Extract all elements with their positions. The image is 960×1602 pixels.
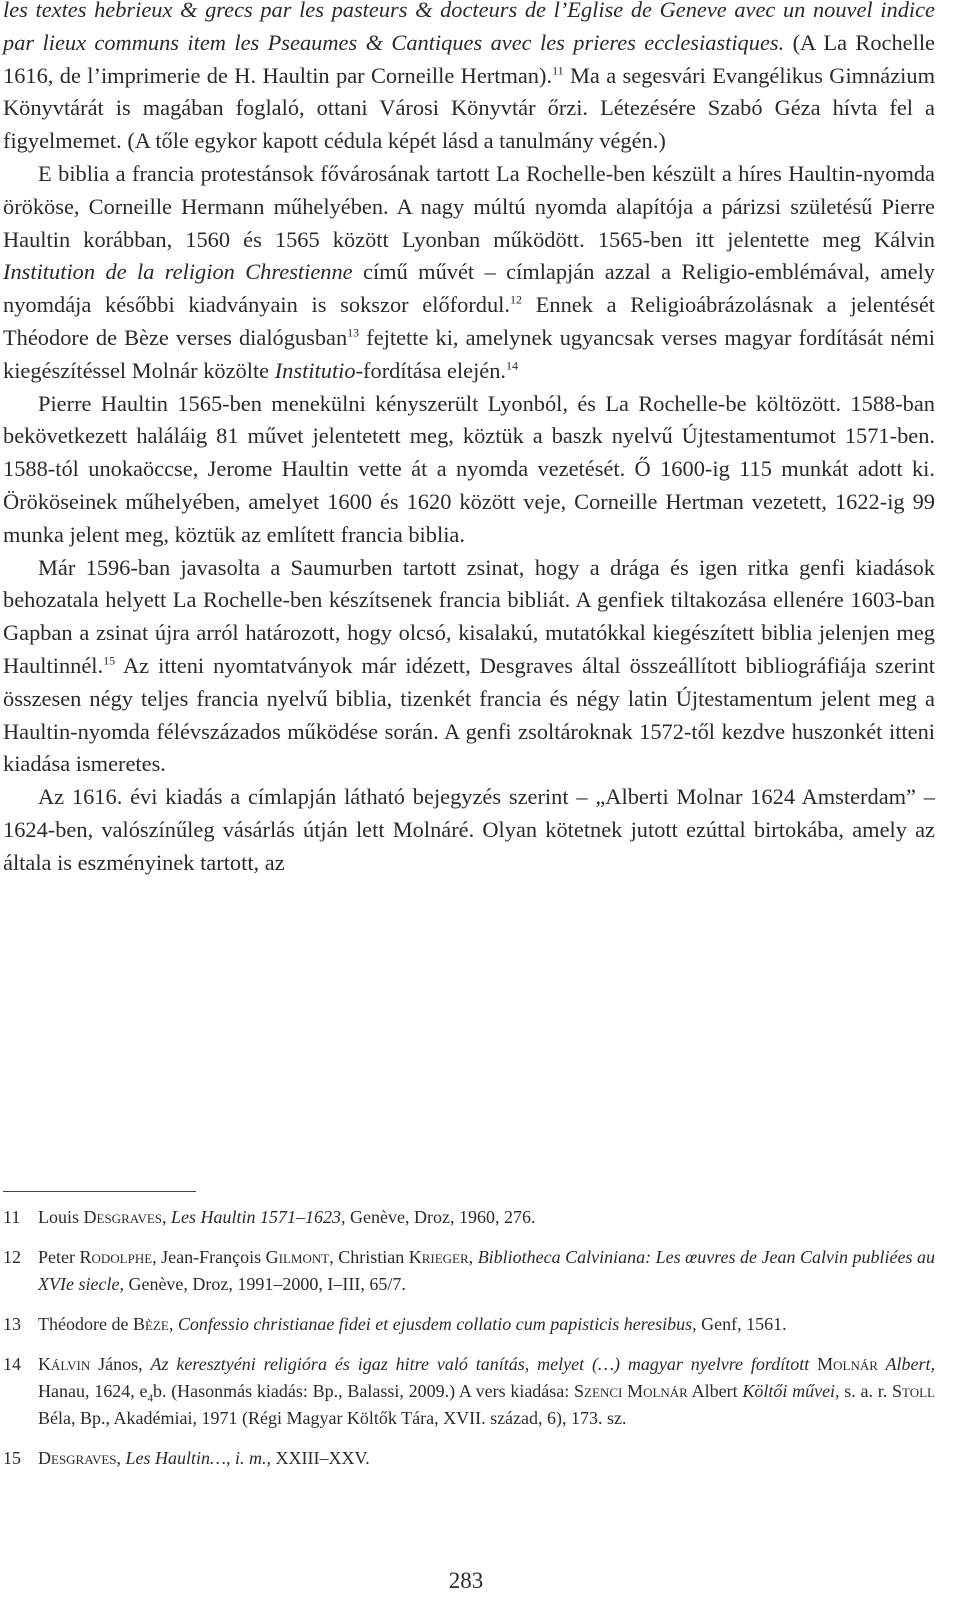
footnote-number: 14 — [3, 1354, 21, 1374]
paragraph-2: E biblia a francia protestánsok fővárosának tartott La Rochelle-ben készült a híres Haultin-nyomda örököse, Corneille Hermann műhelyében. A nagy múltú nyomda alapítója a párizsi születésű Pierre Haultin korábban, 1560 és 1565 között Lyonban működött. 1565-ben itt jelentette meg Kálvin Institution de la religion Chrestienne című művét – címlapján azzal a Religio-emblémával, amely nyomdája későbbi kiadványain is sokszor előfordul.$^{12}$ Ennek a Religioábrázolásnak a jelentését Théodore de Bèze verses dialógusban$^{13}$ fejtette ki, amelynek ugyancsak verses magyar fordítását némi kiegészítéssel Molnár közölte Institutio-fordítása elején.$^{14}$ — [3, 160, 936, 383]
page-number: 283 — [448, 1568, 484, 1593]
subscript: 4 — [147, 1392, 153, 1405]
footnote — [3, 1351, 935, 1432]
small-caps-name: Bèze — [132, 1314, 169, 1334]
footnote-ref: 14 — [506, 358, 519, 373]
small-caps-name: Kálvin — [38, 1354, 91, 1374]
footnote-ref: 12 — [509, 292, 522, 307]
paragraph-5: Az 1616. évi kiadás a címlapján látható bejegyzés szerint – „Alberti Molnar 1624 Amsterdam” – 1624-ben, valószínűleg vásárlás útján lett Molnáré. Olyan kötetnek jutott ezúttal birtokába, amely az általa is eszményinek tartott, az — [3, 784, 935, 875]
small-caps-name: Desgraves — [38, 1448, 117, 1468]
footnote — [3, 1311, 935, 1338]
italic-text: les textes hebrieux & grecs par les pasteurs & docteurs de l’Eglise de Geneve avec un nouvel indice par lieux communs item les Pseaumes & Cantiques avec les prieres ecclesiastiques. — [3, 0, 935, 55]
italic-text: Les Haultin 1571–1623, — [171, 1207, 346, 1227]
italic-text: Bibliotheca Calviniana: Les œuvres de Jean Calvin publiées au XVIe siecle, — [38, 1247, 936, 1294]
paragraph-3: Pierre Haultin 1565-ben menekülni kényszerült Lyonból, és La Rochelle-be költözött. 1588-ban bekövetkezett haláláig 81 művet jelentetett meg, köztük a baszk nyelvű Újtestamentumot 1571-ben. 1588-tól unokaöccse, Jerome Haultin vette át a nyomda vezetését. Ő 1600-ig 115 munkát adott ki. Örököseinek műhelyében, amelyet 1600 és 1620 között veje, Corneille Hertman vezetett, 1622-ig 99 munka jelent meg, köztük az említett francia biblia. — [3, 390, 935, 547]
footnote-ref: 15 — [103, 653, 116, 668]
small-caps-name: Szenci Molnár — [574, 1381, 688, 1401]
paragraph-1: les textes hebrieux & grecs par les pasteurs & docteurs de l’Eglise de Geneve avec un nouvel indice par lieux communs item les Pseaumes & Cantiques avec les prieres ecclesiastiques. (A La Rochelle 1616, de l’imprimerie de H. Haultin par Corneille Hertman).$^{11}$ Ma a segesvári Evangélikus Gimnázium Könyvtárát is magában foglaló, ottani Városi Könyvtár őrzi. Létezésére Szabó Géza hívta fel a figyelmemet. (A tőle egykor kapott cédula képét lásd a tanulmány végén.) — [3, 0, 935, 158]
small-caps-name: Rodolphe — [79, 1247, 153, 1267]
small-caps-name: Desgraves — [83, 1207, 163, 1227]
italic-text: Költői művei, — [742, 1381, 840, 1401]
footnote-text: Kálvin János, Az keresztyéni religióra és igaz hitre való tanítás, melyet (…) magyar nyelvre fordított Molnár Albert, Hanau, 1624, $e_4b$. (Hasonmás kiadás: Bp., Balassi, 2009.) A vers kiadása: Szenci Molnár Albert Költői művei, s. a. r. Stoll Béla, Bp., Akadémiai, 1971 (Régi Magyar Költők Tára, XVII. század, 6), 173. sz. — [38, 1354, 936, 1428]
footnote — [3, 1445, 935, 1472]
italic-text: Institutio — [274, 357, 356, 383]
italic-text: Institution de la religion Chrestienne — [3, 259, 353, 285]
footnote-number: 15 — [3, 1448, 21, 1468]
italic-text: Confessio christianae fidei et ejusdem collatio cum papisticis heresibus, — [177, 1314, 697, 1334]
footnote-number: 12 — [3, 1247, 21, 1267]
italic-text: Les Haultin…, i. m., — [125, 1448, 272, 1468]
footnote-text: Desgraves, Les Haultin…, i. m., XXIII–XXV. — [38, 1448, 370, 1468]
footnote-text: Théodore de Bèze, Confessio christianae fidei et ejusdem collatio cum papisticis heresibus, Genf, 1561. — [38, 1314, 787, 1334]
footnote-text: Peter Rodolphe, Jean-François Gilmont, Christian Krieger, Bibliotheca Calviniana: Les œuvres de Jean Calvin publiées au XVIe siecle, Genève, Droz, 1991–2000, I–III, 65/7. — [38, 1247, 936, 1294]
italic-text: Az keresztyéni religióra és igaz hitre való tanítás, melyet (…) magyar nyelvre fordított — [150, 1354, 810, 1374]
footnote-number: 11 — [3, 1207, 21, 1227]
footnotes — [3, 1204, 935, 1485]
footnote-number: 13 — [3, 1314, 21, 1334]
footnote-ref: 11 — [552, 63, 564, 78]
footnote — [3, 1204, 935, 1231]
footnote-ref: 13 — [347, 325, 360, 340]
footnote-text: Louis Desgraves, Les Haultin 1571–1623, Genève, Droz, 1960, 276. — [38, 1207, 536, 1227]
main-text — [3, 0, 935, 880]
footnote-separator — [3, 1191, 196, 1192]
footnote — [3, 1244, 935, 1298]
paragraph-4: Már 1596-ban javasolta a Saumurben tartott zsinat, hogy a drága és igen ritka genfi kiadások behozatala helyett La Rochelle-ben készítsenek francia bibliát. A genfiek tiltakozása ellenére 1603-ban Gapban a zsinat újra arról határozott, hogy olcsó, kisalakú, mutatókkal kiegészített biblia jelenjen meg Haultinnél.$^{15}$ Az itteni nyomtatványok már idézett, Desgraves által összeállított bibliográfiája szerint összesen négy teljes francia nyelvű biblia, tizenkét francia és négy latin Újtestamentum jelent meg a Haultin-nyomda félévszázados működése során. A genfi zsoltároknak 1572-től kezdve huszonkét itteni kiadása ismeretes. — [3, 554, 935, 777]
italic-text: Albert, — [877, 1354, 935, 1374]
small-caps-name: Krieger — [408, 1247, 469, 1267]
small-caps-name: Molnár — [817, 1354, 878, 1374]
small-caps-name: Gilmont — [265, 1247, 330, 1267]
small-caps-name: Stoll — [892, 1381, 936, 1401]
